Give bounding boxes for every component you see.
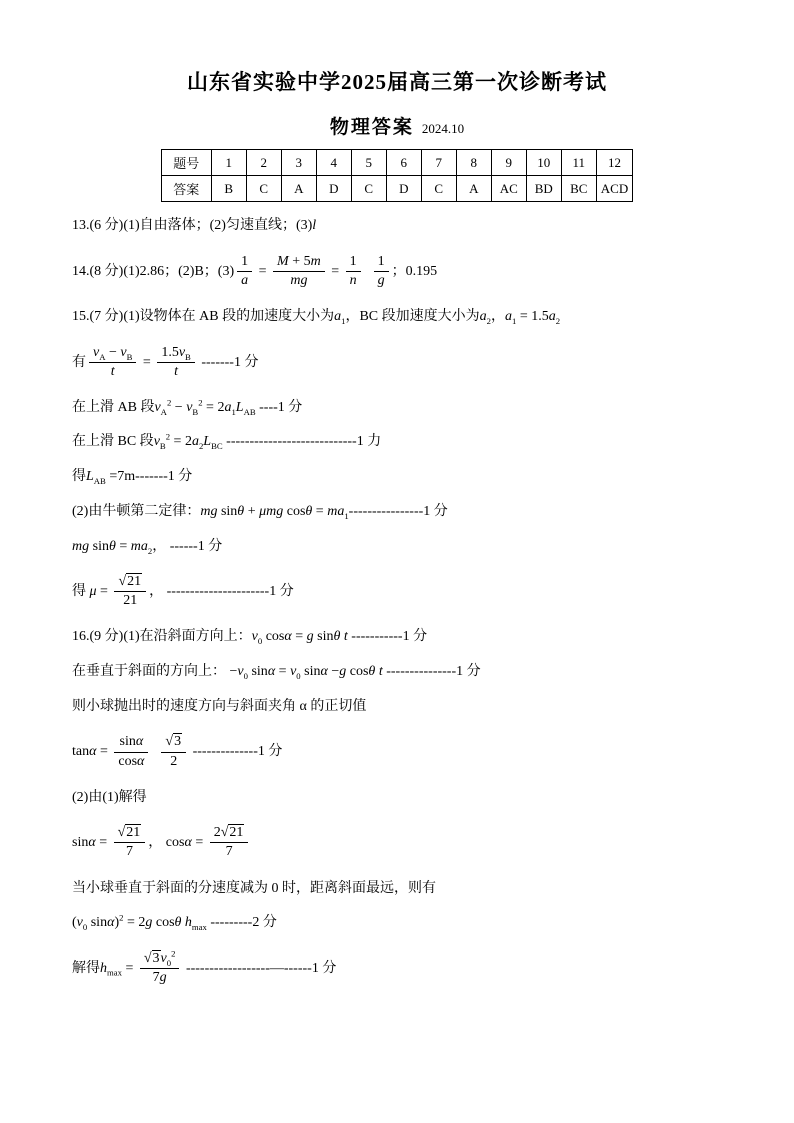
question-number-cell: 9 — [491, 150, 526, 176]
answer-line: sinα = $\frac{√21}{7}$ ， cosα = $\frac{2√21}{7}$ — [72, 825, 722, 860]
answer-cell: BC — [561, 176, 596, 202]
table-row-answers — [161, 176, 632, 202]
page-title: 山东省实验中学2025届高三第一次诊断考试 — [187, 70, 607, 94]
answer-line: 13.(6 分)(1)自由落体；(2)匀速直线；(3)l — [72, 218, 317, 233]
answer-cell: AC — [491, 176, 526, 202]
table-row-numbers — [161, 150, 632, 176]
question-number-cell: 10 — [526, 150, 561, 176]
question-number-cell: 4 — [316, 150, 351, 176]
question-number-header: 题号 — [161, 150, 211, 176]
date-label: 2024.10 — [421, 121, 465, 136]
answer-line: 14.(8 分)(1)2.86；(2)B；(3) $\frac{1}{a}$ = $\frac{M + 5m}{mg}$ = $\frac{1}{n}$ $\frac{1}{g}$ ；0.195 — [72, 253, 438, 288]
answer-cell: C — [351, 176, 386, 202]
answer-cell: C — [246, 176, 281, 202]
answer-line: tanα = $\frac{\sin\alpha}{\cos\alpha}$ $\frac{√3}{2}$ --------------1 分 — [72, 734, 283, 769]
question-number-cell: 1 — [211, 150, 246, 176]
answer-line: 15.(7 分)(1)设物体在 AB 段的加速度大小为$a_1$，BC 段加速度大小为$a_2$，$a_1 = 1.5a_2$ — [72, 308, 561, 326]
answer-cell: A — [281, 176, 316, 202]
answer-line: (2)由(1)解得 — [72, 789, 147, 805]
answer-cell: ACD — [596, 176, 632, 202]
answer-line: 在上滑 AB 段$v_A^2 - v_B^2 = 2a_1L_{AB}$ ----1 分 — [72, 397, 303, 417]
answer-line: 16.(9 分)(1)在沿斜面方向上：$v_0$ cosα = g sinθ t -----------1 分 — [72, 629, 428, 647]
question-number-cell: 12 — [596, 150, 632, 176]
question-number-cell: 5 — [351, 150, 386, 176]
answer-line: ($v_0$ sinα)$^2$ = 2g cosθ $h_{max}$ ---------2 分 — [72, 912, 277, 932]
answer-cell: C — [421, 176, 456, 202]
answer-line: 有 $\frac{v_A - v_B}{t}$ = $\frac{1.5v_B}{t}$ -------1 分 — [72, 344, 259, 379]
answer-line: (2)由牛顿第二定律：mg sinθ + μmg $\cos\theta = ma_1----------------1$ 分 — [72, 503, 448, 521]
page-subtitle: 物理答案 — [329, 117, 414, 138]
answer-table — [161, 149, 633, 202]
answer-header: 答案 — [161, 176, 211, 202]
answer-cell: B — [211, 176, 246, 202]
answer-body — [72, 215, 722, 986]
answer-line: 得 μ = $\frac{√21}{21}$ ， ----------------------1 分 — [72, 574, 294, 609]
answer-cell: A — [456, 176, 491, 202]
question-number-cell: 3 — [281, 150, 316, 176]
answer-cell: BD — [526, 176, 561, 202]
answer-line: 解得$h_{max}$ = $\frac{√3v_0^2}{7g}$ ------------------—------1 分 — [72, 948, 337, 985]
question-number-cell: 2 — [246, 150, 281, 176]
question-number-cell: 7 — [421, 150, 456, 176]
answer-line: 在上滑 BC 段$v_B^2 = 2a_2L_{BC}$ ----------------------------1 力 — [72, 431, 382, 452]
answer-line: 当小球垂直于斜面的分速度减为 0 时，距离斜面最远，则有 — [72, 880, 436, 896]
answer-cell: D — [386, 176, 421, 202]
answer-line: mg $\sin\theta = ma_2$， ------1 分 — [72, 538, 223, 556]
question-number-cell: 11 — [561, 150, 596, 176]
answer-cell: D — [316, 176, 351, 202]
question-number-cell: 8 — [456, 150, 491, 176]
question-number-cell: 6 — [386, 150, 421, 176]
answer-line: 则小球抛出时的速度方向与斜面夹角 α 的正切值 — [72, 698, 367, 714]
answer-line: 在垂直于斜面的方向上： $-v_0$ $\sin\alpha = v_0$ sinα −g cosθ t ---------------1 分 — [72, 664, 481, 681]
answer-line: 得$L_{AB} =7m-------1$ 分 — [72, 469, 193, 486]
subtitle-row — [72, 112, 722, 139]
